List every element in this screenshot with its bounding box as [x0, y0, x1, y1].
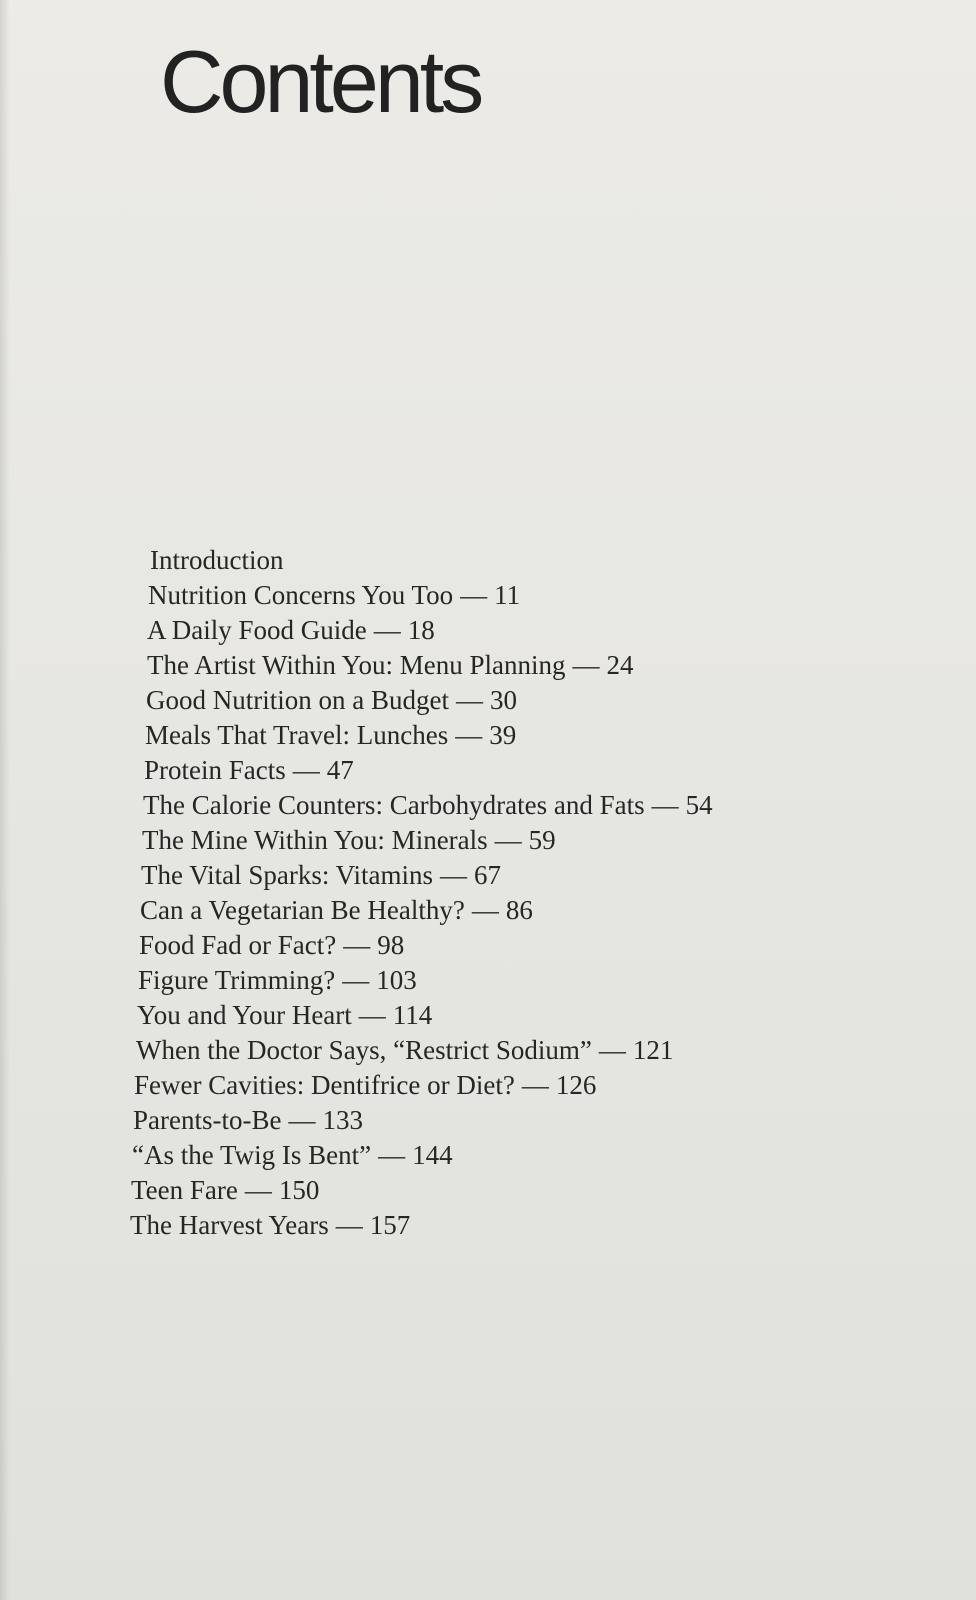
toc-entry: [144, 757, 354, 784]
toc-entry-dash: —: [440, 860, 467, 890]
toc-entry-title: Nutrition Concerns You Too: [148, 580, 454, 610]
toc-entry: [147, 652, 633, 679]
toc-entry-dash: —: [521, 1070, 549, 1100]
toc-entry: [131, 1177, 319, 1204]
toc-entry-title: Protein Facts: [144, 755, 286, 785]
toc-entry: [142, 827, 556, 854]
toc-entry: [143, 792, 713, 819]
toc-entry-title: Introduction: [150, 545, 284, 575]
toc-entry-dash: —: [335, 1210, 363, 1240]
toc-entry-title: Can a Vegetarian Be Healthy?: [140, 895, 465, 925]
toc-entry: [136, 1037, 673, 1064]
toc-entry-dash: —: [342, 965, 370, 995]
toc-entry-page-number: 86: [505, 895, 533, 925]
toc-entry-dash: —: [244, 1175, 272, 1205]
toc-entry-title: The Calorie Counters: Carbohydrates and Fats: [143, 790, 645, 820]
toc-entry-page-number: 30: [489, 685, 517, 715]
toc-entry-title: Parents-to-Be: [133, 1105, 282, 1135]
toc-entry-dash: —: [494, 825, 522, 855]
toc-entry-page-number: 157: [369, 1210, 411, 1240]
toc-entry-title: A Daily Food Guide: [147, 615, 367, 645]
toc-entry-dash: —: [572, 650, 600, 680]
toc-entry-page-number: 18: [407, 615, 435, 645]
toc-entry-dash: —: [343, 930, 371, 960]
toc-entry-dash: —: [651, 790, 679, 820]
toc-entry-dash: —: [455, 685, 483, 715]
toc-entry-page-number: 24: [606, 650, 634, 680]
toc-entry-title: Food Fad or Fact?: [139, 930, 337, 960]
toc-entry: [146, 687, 517, 714]
toc-entry-page-number: 11: [494, 580, 521, 610]
toc-entry-dash: —: [358, 1000, 386, 1030]
toc-entry: [132, 1142, 453, 1169]
toc-entry-page-number: 47: [326, 755, 354, 785]
toc-entry-title: Fewer Cavities: Dentifrice or Diet?: [134, 1070, 515, 1100]
toc-entry: [134, 1072, 596, 1099]
toc-entry-page-number: 144: [412, 1140, 453, 1170]
toc-entry-dash: —: [292, 755, 320, 785]
toc-entry-page-number: 126: [555, 1070, 597, 1100]
toc-entry-page-number: 54: [685, 790, 713, 820]
toc-entry-page-number: 39: [489, 720, 517, 750]
toc-entry-page-number: 67: [474, 860, 501, 890]
toc-entry-title: Figure Trimming?: [138, 965, 336, 995]
toc-entry-page-number: 121: [632, 1035, 674, 1065]
toc-entry-title: The Harvest Years: [130, 1210, 329, 1240]
toc-entry-dash: —: [471, 895, 499, 925]
toc-entry: [138, 967, 417, 994]
toc-entry-dash: —: [455, 720, 483, 750]
toc-entry-page-number: 59: [528, 825, 556, 855]
toc-entry-dash: —: [288, 1105, 316, 1135]
toc-entry-dash: —: [598, 1035, 626, 1065]
toc-entry: [130, 1212, 410, 1239]
toc-entry: [147, 617, 435, 644]
toc-entry-page-number: 150: [278, 1175, 320, 1205]
toc-entry-title: Teen Fare: [131, 1175, 238, 1205]
toc-entry-page-number: 114: [392, 1000, 433, 1030]
toc-entry-title: The Artist Within You: Menu Planning: [147, 650, 566, 680]
toc-entry-title: Meals That Travel: Lunches: [145, 720, 449, 750]
toc-entry: [150, 547, 283, 574]
toc-entry-title: “As the Twig Is Bent”: [132, 1140, 372, 1170]
toc-entry-title: Good Nutrition on a Budget: [146, 685, 449, 715]
page-title: Contents: [160, 32, 481, 131]
toc-entry-page-number: 103: [376, 965, 417, 995]
toc-entry-title: When the Doctor Says, “Restrict Sodium”: [136, 1035, 592, 1065]
toc-entry-title: The Mine Within You: Minerals: [142, 825, 488, 855]
toc-entry-dash: —: [460, 580, 488, 610]
toc-entry: [140, 897, 533, 924]
toc-entry-page-number: 98: [377, 930, 405, 960]
toc-entry: [137, 1002, 432, 1029]
toc-entry: [141, 862, 501, 889]
toc-entry-dash: —: [378, 1140, 406, 1170]
toc-entry: [148, 582, 520, 609]
toc-entry: [139, 932, 404, 959]
toc-entry-dash: —: [373, 615, 401, 645]
toc-entry-title: The Vital Sparks: Vitamins: [141, 860, 433, 890]
toc-entry: [133, 1107, 363, 1134]
toc-entry-page-number: 133: [322, 1105, 363, 1135]
toc-entry: [145, 722, 516, 749]
toc-entry-title: You and Your Heart: [137, 1000, 352, 1030]
